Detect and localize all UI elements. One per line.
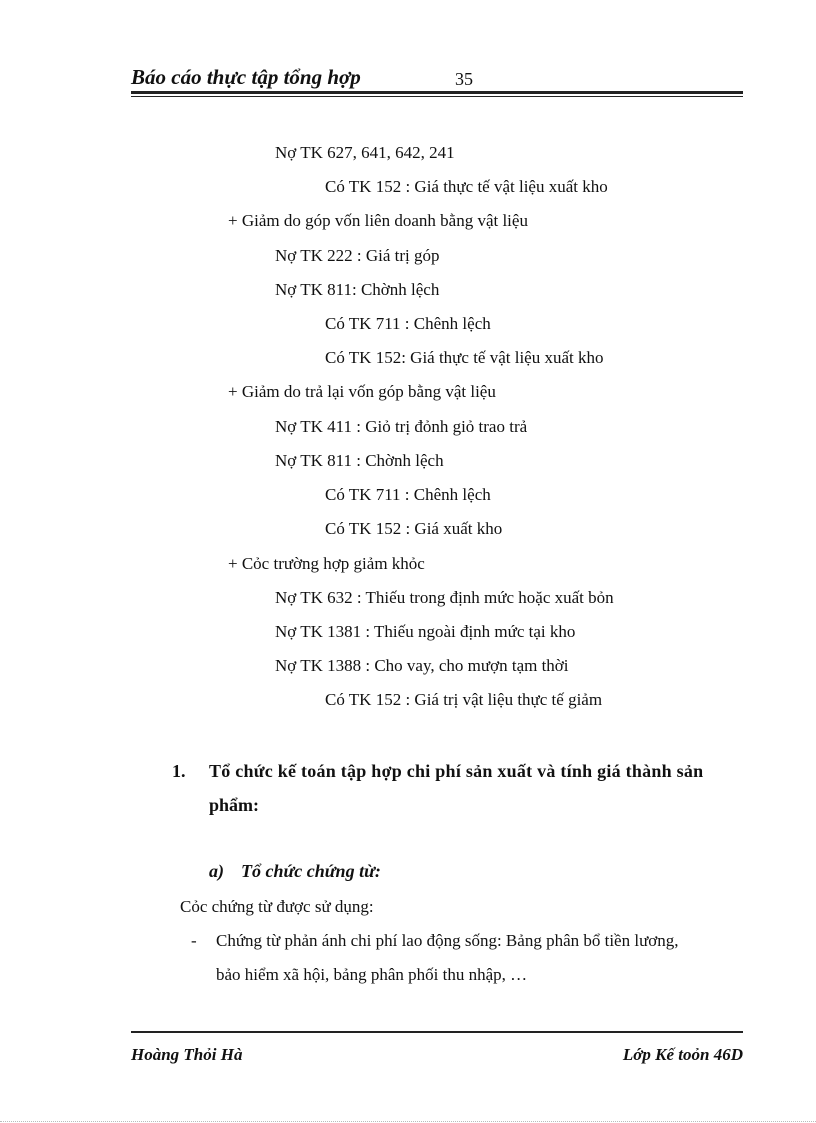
section-title: Tổ chức kế toán tập hợp chi phí sản xuất và tính giá thành sản [209,761,704,781]
header-rule-thin [131,96,743,97]
section-number: 1. [172,761,186,781]
entry-credit-line: Có TK 152 : Giá xuất kho [325,519,503,538]
entry-case-line: + Giảm do góp vốn liên doanh bằng vật liệu [228,211,528,230]
page-number: 35 [455,69,473,89]
footer-class: Lớp Kế toỏn 46D [622,1045,743,1064]
entry-credit-line: Có TK 152: Giá thực tế vật liệu xuất kho [325,348,604,367]
header-rule-thick [131,91,743,94]
section-title-continued: phẩm: [209,795,260,815]
entry-debit-line: Nợ TK 811: Chờnh lệch [275,280,440,299]
subsection-label: a) [209,861,224,881]
entry-case-line: + Cỏc trường hợp giảm khỏc [228,554,425,573]
intro-paragraph: Cỏc chứng từ được sử dụng: [180,897,374,916]
subsection-title: Tổ chức chứng từ: [241,861,381,881]
header-title: Báo cáo thực tập tổng hợp [131,65,361,89]
entry-debit-line: Nợ TK 1388 : Cho vay, cho mượn tạm thời [275,656,569,675]
footer-rule [131,1031,743,1033]
entry-credit-line: Có TK 152 : Giá thực tế vật liệu xuất kho [325,177,608,196]
footer-author: Hoàng Thỏi Hà [131,1045,243,1064]
bullet-text-continued: bảo hiểm xã hội, bảng phân phối thu nhập, … [216,965,528,984]
entry-debit-line: Nợ TK 627, 641, 642, 241 [275,143,455,162]
page-edge-dotted-line [0,1121,816,1122]
bullet-marker: - [191,931,197,950]
entry-debit-line: Nợ TK 222 : Giá trị góp [275,246,440,265]
bullet-text: Chứng từ phản ánh chi phí lao động sống: Bảng phân bổ tiền lương, [216,931,679,950]
entry-debit-line: Nợ TK 411 : Giỏ trị đỏnh giỏ trao trả [275,417,528,436]
entry-debit-line: Nợ TK 1381 : Thiếu ngoài định mức tại kho [275,622,576,641]
entry-credit-line: Có TK 711 : Chênh lệch [325,314,491,333]
entry-debit-line: Nợ TK 811 : Chờnh lệch [275,451,444,470]
entry-credit-line: Có TK 711 : Chênh lệch [325,485,491,504]
entry-debit-line: Nợ TK 632 : Thiếu trong định mức hoặc xuất bỏn [275,588,614,607]
entry-credit-line: Có TK 152 : Giá trị vật liệu thực tế giảm [325,690,603,709]
entry-case-line: + Giảm do trả lại vốn góp bằng vật liệu [228,382,496,401]
